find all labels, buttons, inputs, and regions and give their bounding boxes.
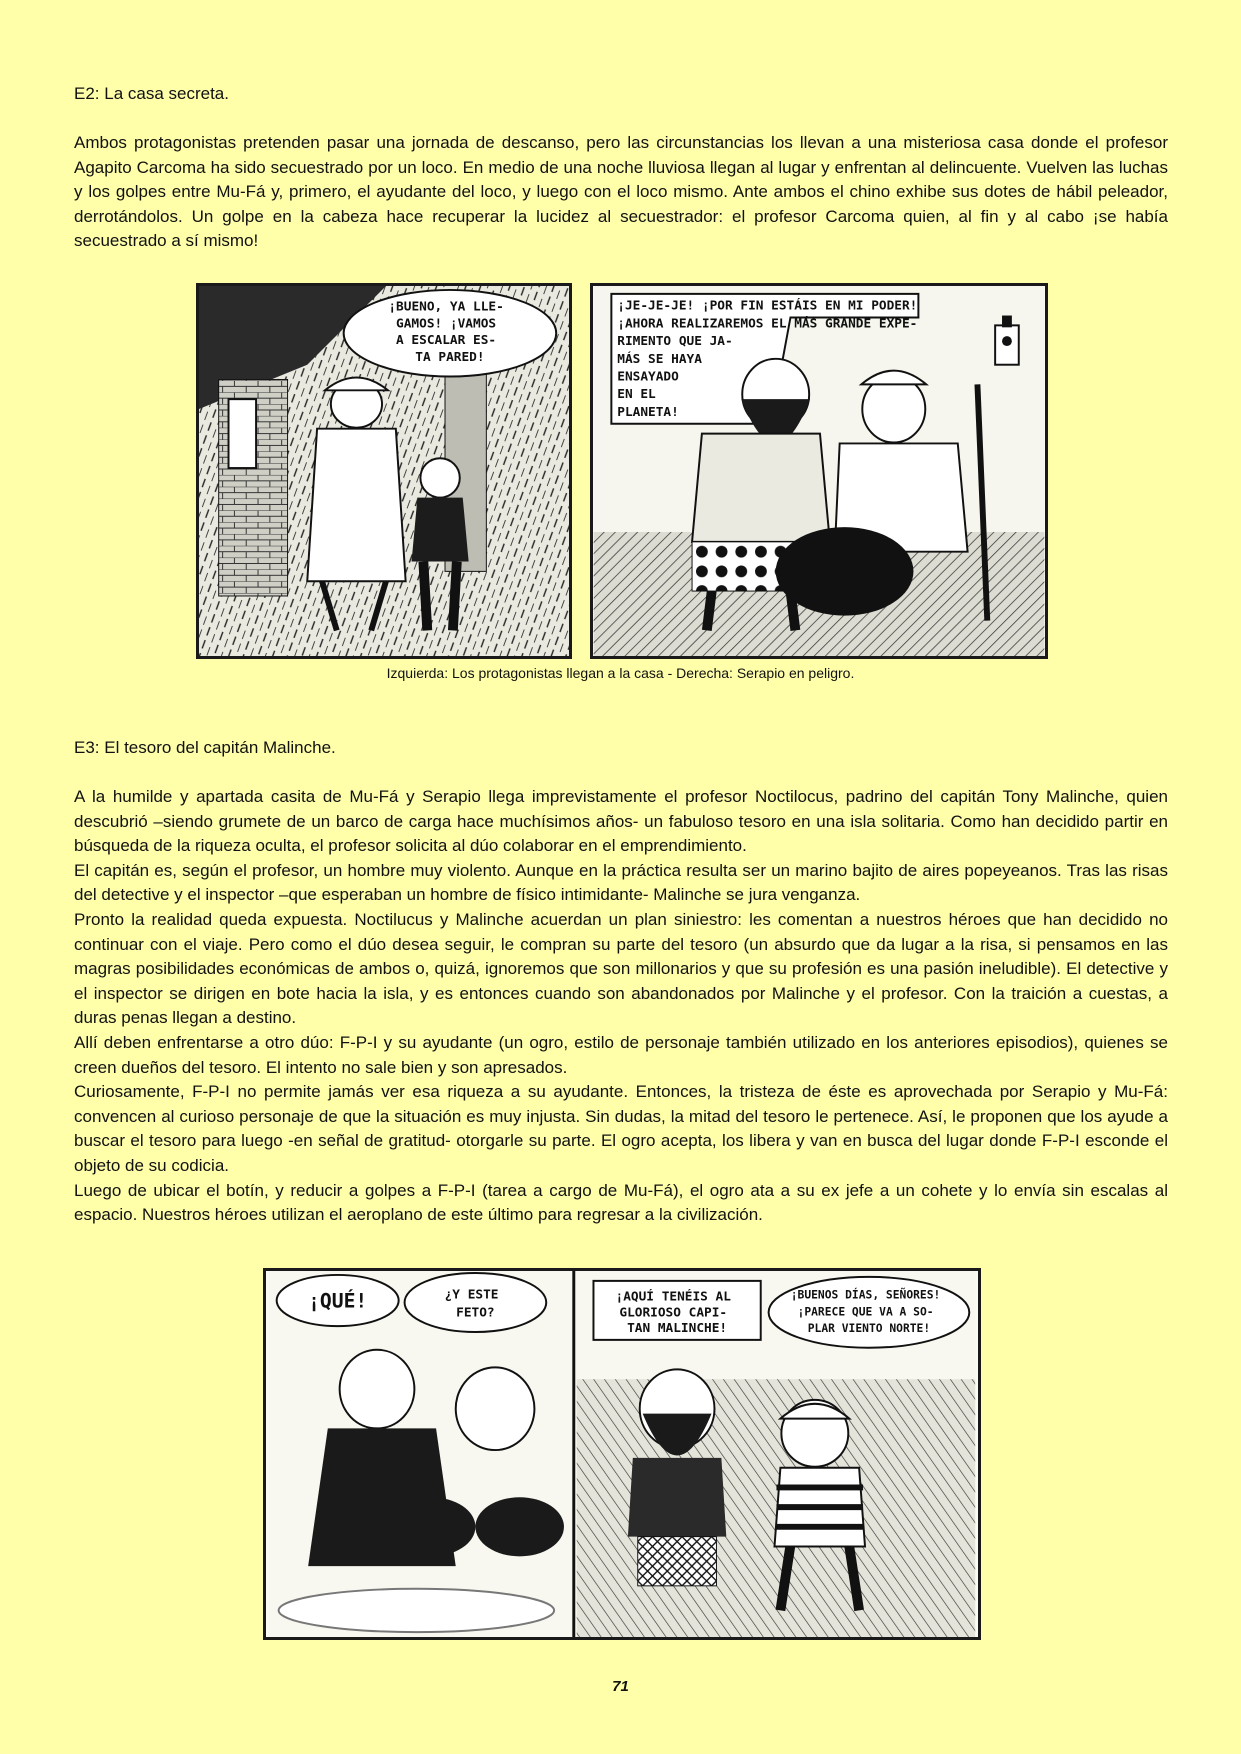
page-number: 71 — [612, 1678, 629, 1695]
comic-illustration-danger — [593, 286, 1045, 656]
section-e3-paragraph-5: Curiosamente, F-P-I no permite jamás ver esa riqueza a su ayudante. Entonces, la tristeza de éste es aprovechada por Serapio y Mu-Fá: convencen al curioso personaje de que la situación es muy injusta. Sin dudas, la mitad del tesoro le pertenece. Así, le proponen que los ayude a buscar el tesoro para luego -en señal de gratitud- otorgarle su parte. El ogro acepta, los libera y van en busca del lugar donde F-P-I esconde el objeto de su codicia. — [74, 1082, 1168, 1175]
balloon-que: ¡QUÉ! — [308, 1289, 368, 1313]
balloon-line-2: GAMOS! ¡VAMOS — [396, 316, 497, 332]
character-professor-noctilocus — [628, 1369, 726, 1585]
section-e3-paragraph-6: Luego de ubicar el botín, y reducir a golpes a F-P-I (tarea a cargo de Mu-Fá), el ogro ata a su ex jefe a un cohete y lo envía sin escalas al espacio. Nuestros héroes utilizan el aeroplano de este último para regresar a la civilización. — [74, 1180, 1168, 1225]
figure-caption: Izquierda: Los protagonistas llegan a la casa - Derecha: Serapio en peligro. — [386, 665, 855, 681]
section-e3-heading: E3: El tesoro del capitán Malinche. — [74, 738, 336, 757]
comic-strip-malinche — [263, 1268, 981, 1640]
balloon-line-7: PLANETA! — [617, 404, 679, 420]
section-e3-paragraph-1: A la humilde y apartada casita de Mu-Fá y Serapio llega imprevistamente el profesor Noctilocus, padrino del capitán Tony Malinche, quien descubrió –siendo grumete de un barco de carga hace muchísimos años- un fabuloso tesoro en una isla solitaria. Como han decidido partir en búsqueda de la riqueza oculta, el profesor solicita al dúo colaborar en el emprendimiento. — [74, 787, 1168, 856]
balloon-greeting-line-2: ¡PARECE QUE VA A SO- — [797, 1305, 934, 1319]
balloon-greeting-line-3: PLAR VIENTO NORTE! — [807, 1322, 931, 1335]
balloon-malinche-line-1: ¡AQUÍ TENÉIS AL — [615, 1289, 731, 1305]
comic-illustration-malinche — [266, 1271, 978, 1637]
balloon-line-3: A ESCALAR ES- — [396, 333, 497, 349]
comic-panel-arrival — [196, 283, 572, 659]
section-e2-heading: E2: La casa secreta. — [74, 84, 229, 103]
section-e2-text: Ambos protagonistas pretenden pasar una jornada de descanso, pero las circunstancias los llevan a una misteriosa casa donde el profesor Agapito Carcoma ha sido secuestrado por un loco. En medio de una noche lluviosa llegan al lugar y enfrentan al delincuente. Vuelven las luchas y los golpes entre Mu-Fá y, primero, el ayudante del loco, y luego con el loco mismo. Ante ambos el chino exhibe sus dotes de hábil peleador, derrotándolos. Un golpe en la cabeza hace recuperar la lucidez al secuestrador: el profesor Carcoma quien, al fin y al cabo ¡se había secuestrado a sí mismo! — [74, 133, 1168, 251]
balloon-line-5: ENSAYADO — [617, 369, 679, 385]
section-e3-paragraph-3: Pronto la realidad queda expuesta. Noctilucus y Malinche acuerdan un plan siniestro: les comentan a nuestros héroes que han decidido no continuar con el viaje. Pero como el dúo desea seguir, le compran su parte del tesoro (un absurdo que da lugar a la risa, si pensamos en las magras posibilidades económicas de ambos o, quizá, ignoremos que son millonarios y que su profesión es una pasión ineludible). El detective y el inspector se dirigen en bote hacia la isla, y es entonces cuando son abandonados por Malinche y el profesor. Con la traición a cuestas, a duras penas llegan a destino. — [74, 909, 1168, 1028]
balloon-malinche-line-2: GLORIOSO CAPI- — [619, 1305, 728, 1321]
section-e3-body — [74, 785, 1168, 1228]
balloon-feto-line-1: ¿Y ESTE — [444, 1287, 499, 1303]
svg-text:¡BUENOS DÍAS, SEÑORES! ¡ — [791, 1289, 947, 1335]
balloon-line-1: ¡JE-JE-JE! ¡POR FIN ESTÁIS EN MI PODER! — [617, 298, 918, 314]
section-e3-paragraph-4: Allí deben enfrentarse a otro dúo: F-P-I y su ayudante (un ogro, estilo de personaje también utilizado en los anteriores episodios), quienes se creen dueños del tesoro. El intento no sale bien y son apresados. — [74, 1032, 1168, 1077]
balloon-greeting-line-1: ¡BUENOS DÍAS, SEÑORES! — [790, 1288, 941, 1302]
balloon-line-6: EN EL — [617, 387, 656, 403]
balloon-line-4: MÁS SE HAYA — [617, 351, 702, 367]
comic-illustration-arrival — [199, 286, 569, 656]
balloon-malinche-line-3: TAN MALINCHE! — [627, 1321, 728, 1336]
balloon-line-2: ¡AHORA REALIZAREMOS EL MÁS GRANDE EXPE- — [617, 316, 918, 332]
section-e3-paragraph-2: El capitán es, según el profesor, un hombre muy violento. Aunque en la práctica resulta ser un marino bajito de aires popeyeanos. Tras las risas del detective y el inspector –que esperaban un hombre de físico intimidante- Malinche se jura venganza. — [74, 860, 1168, 905]
section-e2-paragraph — [74, 131, 1168, 254]
comic-panel-danger — [590, 283, 1048, 659]
svg-text:¡AQUÍ TENÉIS AL GLORIOSO — [616, 1289, 739, 1336]
balloon-line-4: TA PARED! — [415, 349, 485, 365]
balloon-line-3: RIMENTO QUE JA- — [617, 334, 733, 350]
balloon-line-1: ¡BUENO, YA LLE- — [388, 299, 504, 315]
balloon-feto-line-2: FETO? — [456, 1305, 495, 1321]
